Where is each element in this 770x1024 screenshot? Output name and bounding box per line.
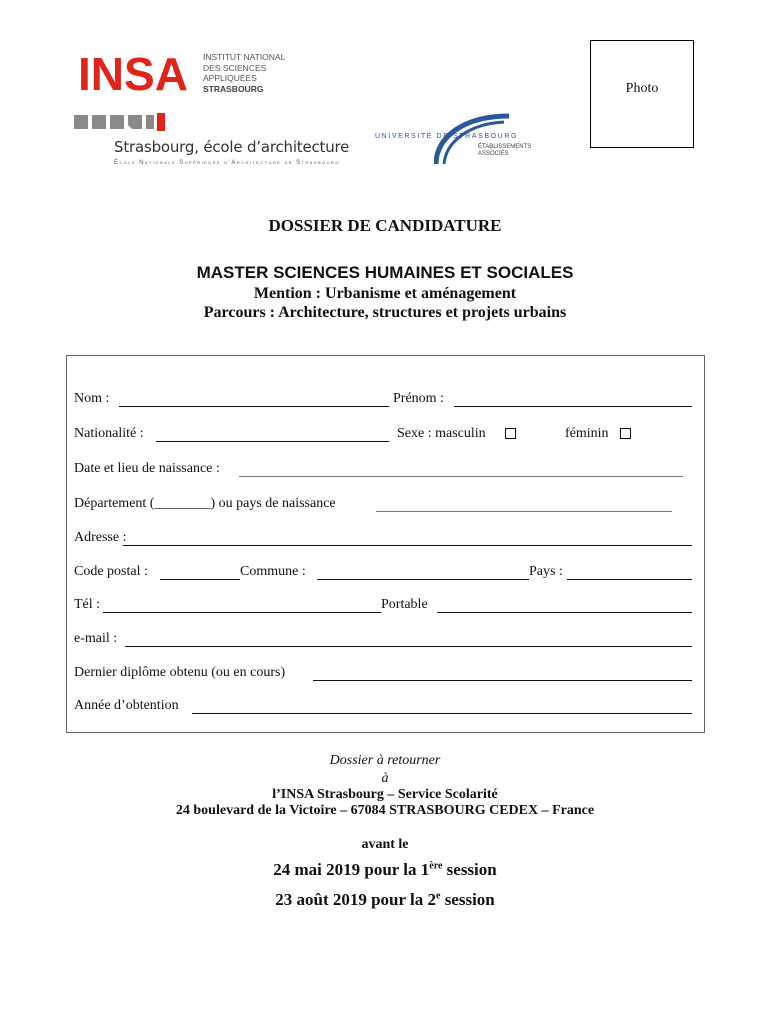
photo-box[interactable]	[590, 40, 694, 148]
feminin-label: féminin	[565, 426, 609, 441]
session-2-suffix: session	[440, 890, 495, 909]
unistra-name: UNIVERSITÉ DE STRASBOURG	[375, 133, 519, 140]
session-2-deadline	[0, 890, 770, 910]
parcours: Parcours : Architecture, structures et projets urbains	[203, 304, 567, 321]
session-1-date: 24 mai 2019 pour la 1	[273, 860, 430, 879]
nom-label: Nom :	[74, 391, 110, 406]
tel-label: Tél :	[74, 597, 101, 612]
pays-label: Pays :	[529, 564, 563, 579]
insa-line-3: APPLIQUÉES	[203, 73, 257, 83]
departement-label	[74, 496, 336, 512]
unistra-logo-icon	[434, 112, 526, 167]
unistra-assoc-line-1: ÉTABLISSEMENTS	[478, 144, 532, 150]
ena-title: Strasbourg, école d’architecture	[114, 138, 350, 156]
prenom-label: Prénom :	[393, 391, 444, 406]
adresse-label: Adresse :	[74, 530, 127, 545]
insa-logo	[78, 52, 190, 92]
insa-wordmark: INSA	[78, 52, 188, 92]
session-2-date: 23 août 2019 pour la 2	[275, 890, 436, 909]
ena-logo-squares-icon	[74, 113, 169, 131]
email-label: e-mail :	[74, 631, 118, 646]
unistra-assoc-line-2: ASSOCIÉS	[478, 150, 509, 157]
unistra-associated	[478, 144, 531, 157]
session-1-sup: ère	[429, 860, 443, 872]
annee-field[interactable]	[192, 713, 692, 714]
session-1-deadline	[0, 860, 770, 880]
code-postal-field[interactable]	[160, 579, 240, 580]
document-title: DOSSIER DE CANDIDATURE	[268, 216, 502, 235]
nationalite-label: Nationalité :	[74, 426, 144, 441]
pays-field[interactable]	[567, 579, 692, 580]
session-1-suffix: session	[442, 860, 497, 879]
naissance-field[interactable]	[239, 476, 683, 477]
tel-field[interactable]	[103, 612, 381, 613]
return-to: à	[381, 771, 389, 786]
adresse-field[interactable]	[123, 545, 692, 546]
commune-label: Commune :	[240, 564, 306, 579]
application-form	[66, 355, 705, 733]
mention: Mention : Urbanisme et aménagement	[253, 285, 517, 302]
naissance-label: Date et lieu de naissance :	[74, 461, 220, 476]
return-address: 24 boulevard de la Victoire – 67084 STRASBOURG CEDEX – France	[175, 803, 595, 818]
departement-blank[interactable]: ________	[154, 496, 211, 511]
diplome-label: Dernier diplôme obtenu (ou en cours)	[74, 665, 286, 680]
departement-label-end: ) ou pays de naissance	[210, 496, 336, 511]
insa-line-2: DES SCIENCES	[203, 62, 267, 73]
portable-label: Portable	[381, 597, 428, 612]
masculin-checkbox[interactable]	[505, 428, 516, 439]
return-organization: l’INSA Strasbourg – Service Scolarité	[272, 787, 498, 802]
insa-institution-name	[203, 52, 285, 94]
nom-field[interactable]	[119, 406, 389, 407]
diplome-field[interactable]	[313, 680, 692, 681]
photo-label: Photo	[625, 81, 659, 96]
ena-subtitle: École Nationale Supérieure d’Architecture de Strasbourg	[114, 160, 340, 166]
departement-label-start: Département (	[74, 496, 155, 511]
deadline-label: avant le	[361, 837, 409, 852]
email-field[interactable]	[125, 646, 692, 647]
sexe-masculin-label: Sexe : masculin	[397, 426, 486, 441]
return-label: Dossier à retourner	[329, 753, 441, 768]
insa-line-4: STRASBOURG	[203, 83, 264, 94]
pays-naissance-field[interactable]	[376, 511, 672, 512]
portable-field[interactable]	[437, 612, 692, 613]
annee-label: Année d’obtention	[74, 698, 179, 713]
code-postal-label: Code postal :	[74, 564, 148, 579]
master-title: MASTER SCIENCES HUMAINES ET SOCIALES	[196, 263, 574, 282]
prenom-field[interactable]	[454, 406, 692, 407]
session-2-sup: e	[435, 890, 441, 902]
feminin-checkbox[interactable]	[620, 428, 631, 439]
commune-field[interactable]	[317, 579, 529, 580]
insa-line-1: INSTITUT NATIONAL	[203, 52, 286, 62]
nationalite-field[interactable]	[156, 441, 389, 442]
